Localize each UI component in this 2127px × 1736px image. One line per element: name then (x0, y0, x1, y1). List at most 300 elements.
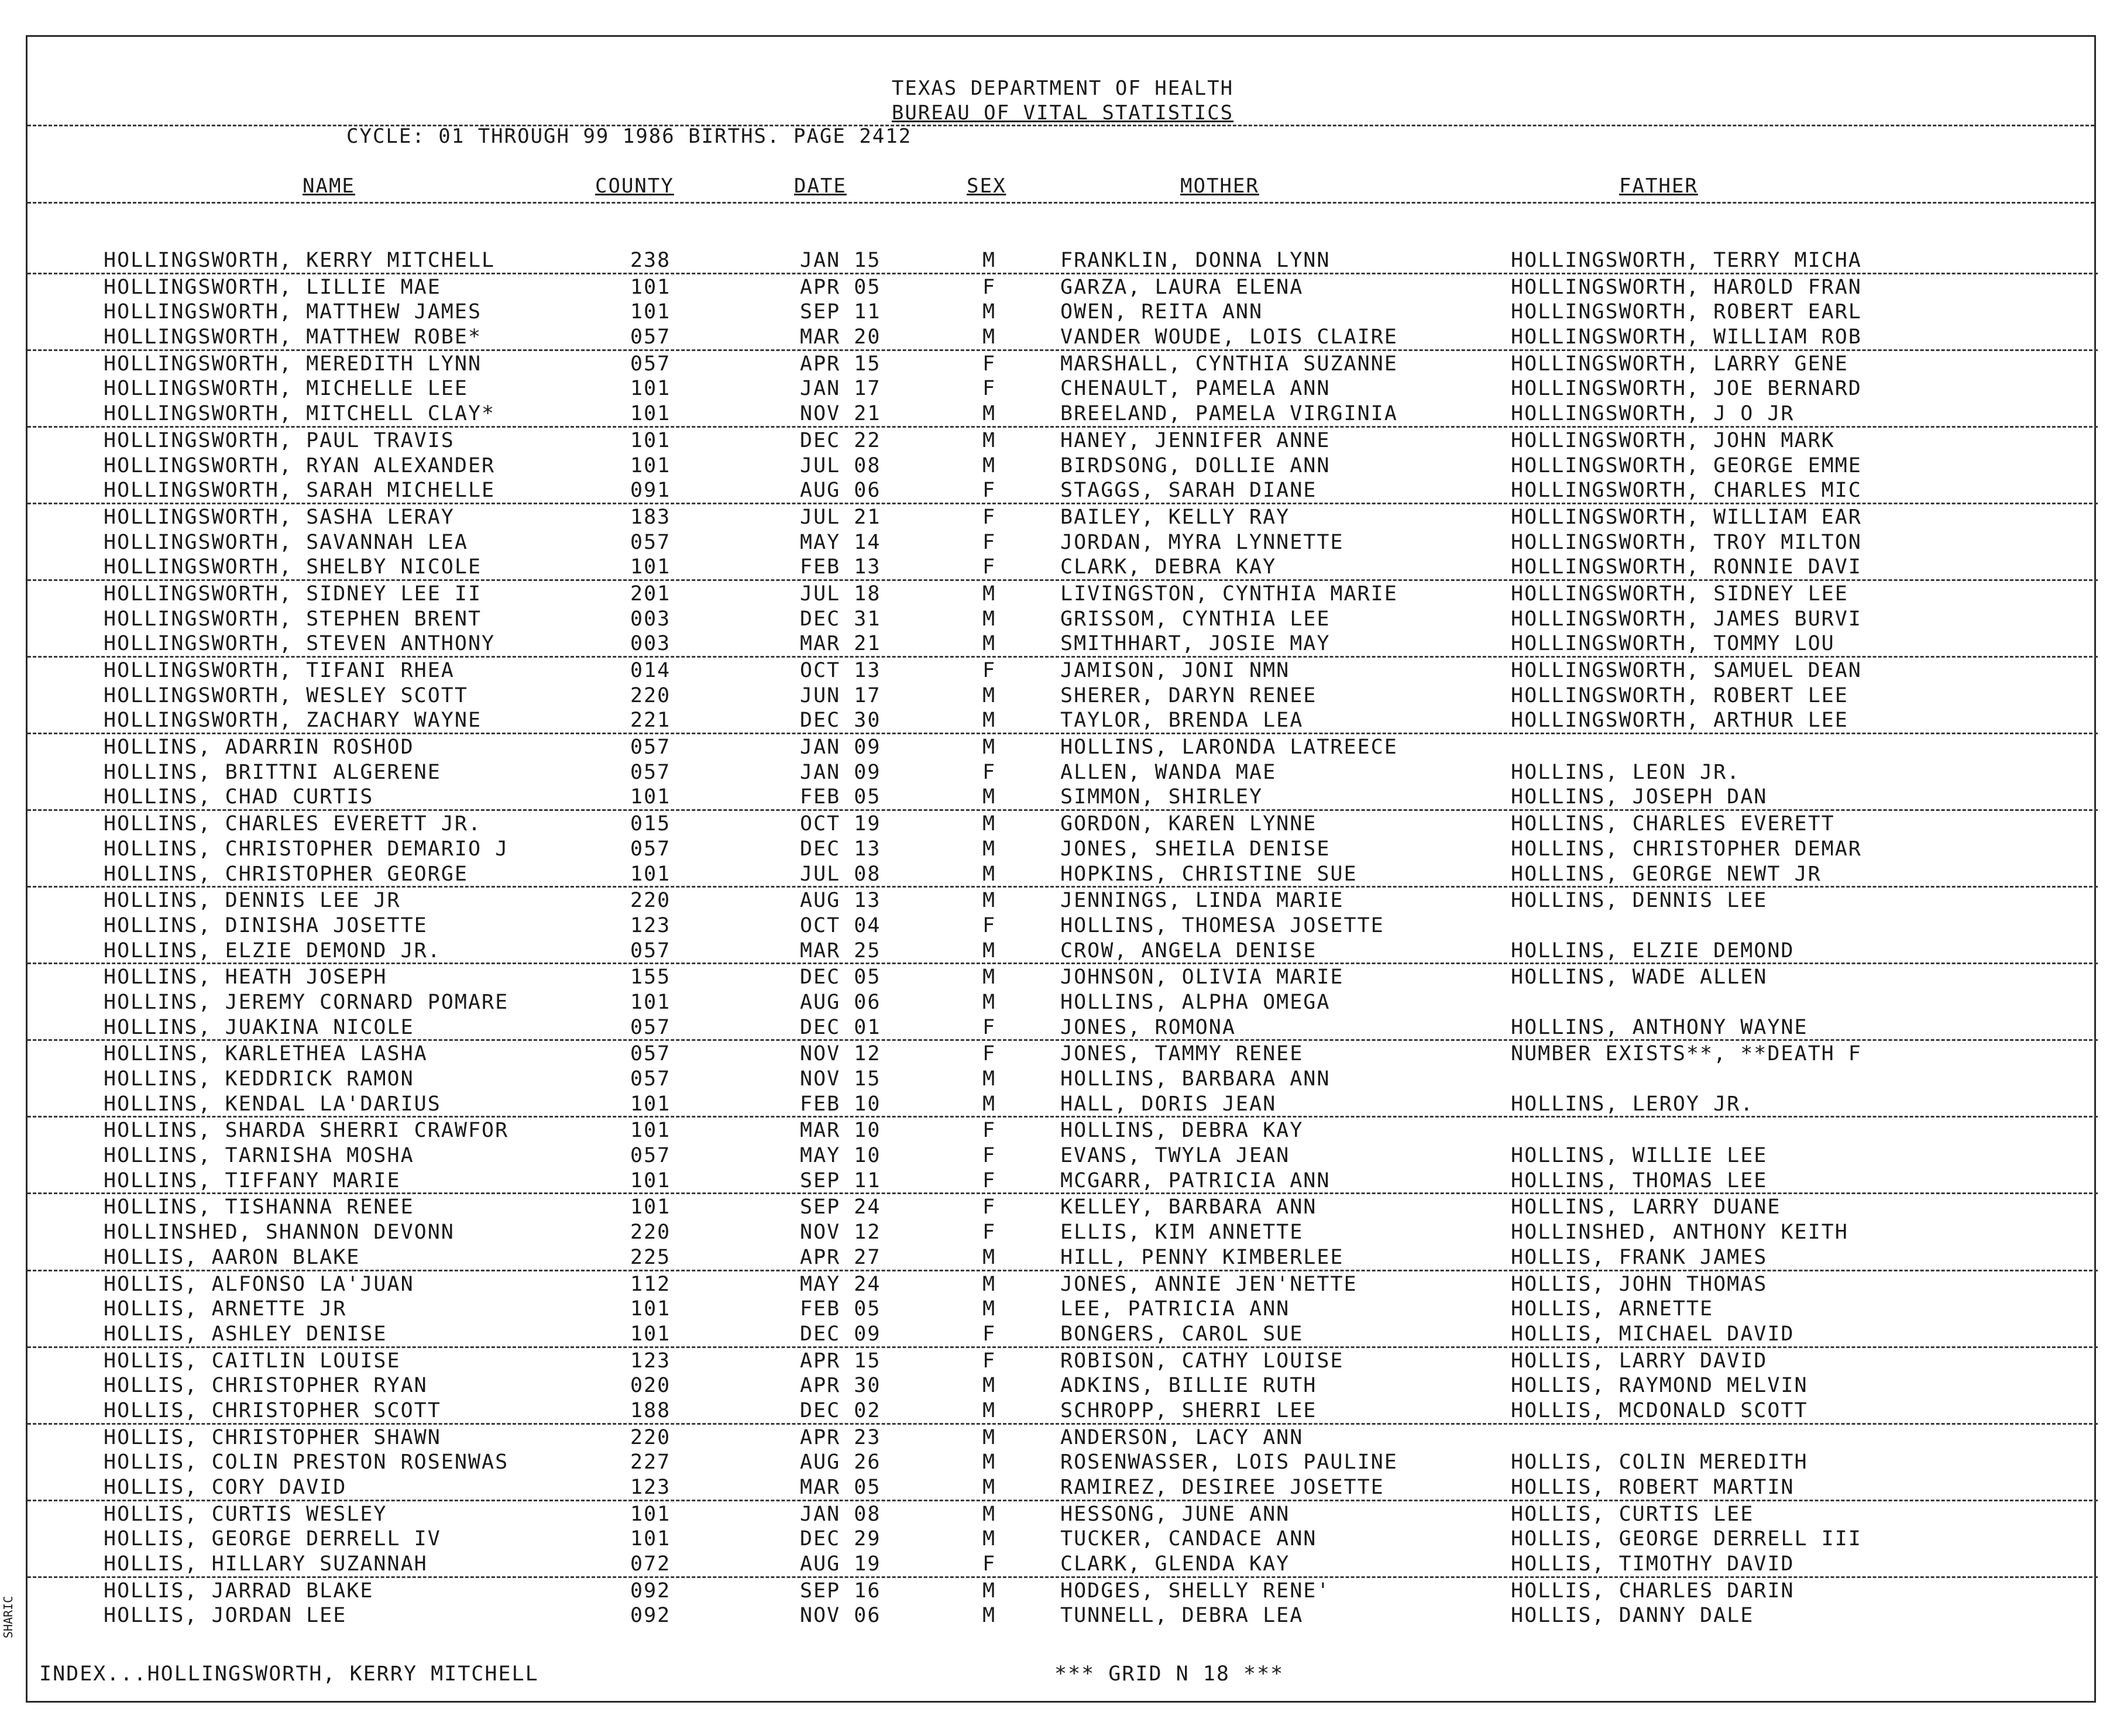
record-date: DEC 01 (800, 1015, 881, 1039)
record-county: 057 (630, 760, 671, 784)
record-mother: HODGES, SHELLY RENE' (1060, 1579, 1331, 1603)
table-row (28, 811, 2098, 836)
table-row (28, 759, 2098, 785)
record-date: MAR 20 (800, 325, 881, 349)
record-date: JUL 08 (800, 862, 881, 886)
record-father: HOLLINGSWORTH, SAMUEL DEAN (1511, 659, 1862, 682)
table-row (28, 1373, 2098, 1398)
record-name: HOLLINS, JEREMY CORNARD POMARE (104, 990, 509, 1014)
record-date: APR 27 (800, 1245, 881, 1269)
record-father: HOLLINGSWORTH, J O JR (1511, 402, 1795, 426)
record-date: DEC 30 (800, 709, 881, 733)
record-date: MAR 05 (800, 1476, 881, 1499)
record-mother: MCGARR, PATRICIA ANN (1060, 1168, 1331, 1192)
record-sex: M (982, 402, 997, 426)
record-mother: SHERER, DARYN RENEE (1060, 683, 1317, 707)
record-date: AUG 19 (800, 1552, 881, 1576)
record-father: HOLLINGSWORTH, WILLIAM ROB (1511, 325, 1862, 349)
record-father: HOLLIS, MICHAEL DAVID (1511, 1322, 1795, 1346)
record-county: 227 (630, 1450, 671, 1474)
record-county: 225 (630, 1245, 671, 1269)
record-sex: M (982, 889, 997, 913)
record-sex: F (982, 275, 997, 299)
record-mother: TAYLOR, BRENDA LEA (1060, 709, 1304, 733)
record-sex: M (982, 1425, 997, 1449)
record-date: OCT 13 (800, 659, 881, 682)
record-mother: RAMIREZ, DESIREE JOSETTE (1060, 1476, 1384, 1499)
record-father: HOLLINGSWORTH, TOMMY LOU (1511, 632, 1835, 656)
record-sex: M (982, 1297, 997, 1321)
record-mother: CLARK, DEBRA KAY (1060, 555, 1277, 579)
table-row (28, 1425, 2098, 1450)
record-date: DEC 22 (800, 428, 881, 452)
record-county: 101 (630, 990, 671, 1014)
record-name: HOLLINGSWORTH, SASHA LERAY (104, 505, 455, 529)
table-row (28, 1219, 2098, 1245)
record-name: HOLLINS, CHARLES EVERETT JR. (104, 812, 482, 836)
record-name: HOLLIS, JARRAD BLAKE (104, 1579, 374, 1603)
record-father: HOLLINGSWORTH, ROBERT EARL (1511, 300, 1862, 324)
record-father: HOLLINS, WILLIE LEE (1511, 1144, 1768, 1168)
record-county: 020 (630, 1374, 671, 1398)
record-date: NOV 21 (800, 402, 881, 426)
record-county: 220 (630, 889, 671, 913)
record-name: HOLLINS, TISHANNA RENEE (104, 1195, 414, 1219)
table-row (28, 1245, 2098, 1271)
record-date: AUG 26 (800, 1450, 881, 1474)
record-date: MAR 10 (800, 1119, 881, 1143)
record-sex: F (982, 659, 997, 682)
record-date: DEC 31 (800, 607, 881, 631)
record-sex: F (982, 479, 997, 503)
table-row (28, 1066, 2098, 1091)
record-sex: F (982, 760, 997, 784)
table-row (28, 1296, 2098, 1321)
table-row (28, 581, 2098, 606)
table-row (28, 784, 2098, 811)
record-name: HOLLINS, DENNIS LEE JR (104, 889, 401, 913)
record-name: HOLLINS, JUAKINA NICOLE (104, 1015, 414, 1039)
record-name: HOLLIS, CURTIS WESLEY (104, 1502, 387, 1526)
record-sex: F (982, 1221, 997, 1245)
index-footer: INDEX...HOLLINGSWORTH, KERRY MITCHELL (39, 1662, 539, 1686)
record-name: HOLLINGSWORTH, MATTHEW ROBE* (104, 325, 482, 349)
record-county: 112 (630, 1272, 671, 1296)
record-mother: JENNINGS, LINDA MARIE (1060, 889, 1344, 913)
record-date: DEC 05 (800, 965, 881, 989)
record-sex: M (982, 1502, 997, 1526)
record-date: SEP 16 (800, 1579, 881, 1603)
record-father: HOLLINGSWORTH, RONNIE DAVI (1511, 555, 1862, 579)
record-date: JUL 21 (800, 505, 881, 529)
record-name: HOLLINS, DINISHA JOSETTE (104, 913, 428, 937)
record-date: AUG 06 (800, 479, 881, 503)
record-county: 123 (630, 1349, 671, 1373)
column-header-county: COUNTY (595, 174, 674, 198)
record-name: HOLLIS, CAITLIN LOUISE (104, 1349, 401, 1373)
record-mother: HANEY, JENNIFER ANNE (1060, 428, 1331, 452)
record-father: HOLLINS, DENNIS LEE (1511, 889, 1768, 913)
table-row (28, 376, 2098, 401)
record-name: HOLLINGSWORTH, WESLEY SCOTT (104, 683, 468, 707)
record-father: HOLLIS, RAYMOND MELVIN (1511, 1374, 1808, 1398)
record-father: HOLLINS, JOSEPH DAN (1511, 785, 1768, 809)
table-row (28, 477, 2098, 504)
record-county: 014 (630, 659, 671, 682)
record-father: HOLLINGSWORTH, GEORGE EMME (1511, 453, 1862, 477)
table-row (28, 1271, 2098, 1297)
record-date: OCT 04 (800, 913, 881, 937)
record-sex: F (982, 1552, 997, 1576)
record-mother: ADKINS, BILLIE RUTH (1060, 1374, 1317, 1398)
record-name: HOLLINS, KARLETHEA LASHA (104, 1042, 428, 1066)
record-name: HOLLINGSWORTH, SAVANNAH LEA (104, 530, 468, 554)
record-name: HOLLIS, CHRISTOPHER SHAWN (104, 1425, 441, 1449)
record-date: FEB 13 (800, 555, 881, 579)
record-name: HOLLIS, ALFONSO LA'JUAN (104, 1272, 414, 1296)
record-county: 101 (630, 1168, 671, 1192)
record-date: DEC 09 (800, 1322, 881, 1346)
record-county: 101 (630, 377, 671, 401)
record-father: HOLLIS, CHARLES DARIN (1511, 1579, 1795, 1603)
table-row (28, 1526, 2098, 1551)
record-county: 101 (630, 300, 671, 324)
record-father: HOLLINGSWORTH, ROBERT LEE (1511, 683, 1848, 707)
record-county: 057 (630, 1067, 671, 1091)
record-mother: ALLEN, WANDA MAE (1060, 760, 1277, 784)
record-sex: M (982, 249, 997, 272)
record-name: HOLLINGSWORTH, LILLIE MAE (104, 275, 441, 299)
record-county: 057 (630, 530, 671, 554)
table-row (28, 1143, 2098, 1168)
record-date: MAY 24 (800, 1272, 881, 1296)
record-father: HOLLIS, TIMOTHY DAVID (1511, 1552, 1795, 1576)
record-date: JAN 08 (800, 1502, 881, 1526)
record-county: 101 (630, 1195, 671, 1219)
record-sex: M (982, 862, 997, 886)
record-date: NOV 06 (800, 1604, 881, 1628)
table-row (28, 989, 2098, 1015)
side-label: SHARIC (1, 1596, 15, 1638)
record-name: HOLLINS, ELZIE DEMOND JR. (104, 939, 441, 962)
record-sex: M (982, 1092, 997, 1116)
record-sex: F (982, 555, 997, 579)
record-father: HOLLIS, ARNETTE (1511, 1297, 1714, 1321)
table-row (28, 658, 2098, 683)
record-father: HOLLINGSWORTH, JAMES BURVI (1511, 607, 1862, 631)
record-name: HOLLINGSWORTH, STEPHEN BRENT (104, 607, 482, 631)
table-row (28, 351, 2098, 376)
record-father: HOLLINGSWORTH, TERRY MICHA (1511, 249, 1862, 272)
table-row (28, 913, 2098, 938)
record-county: 220 (630, 1425, 671, 1449)
record-county: 101 (630, 555, 671, 579)
record-sex: F (982, 1168, 997, 1192)
record-county: 072 (630, 1552, 671, 1576)
record-county: 101 (630, 428, 671, 452)
record-mother: LEE, PATRICIA ANN (1060, 1297, 1290, 1321)
record-mother: HESSONG, JUNE ANN (1060, 1502, 1290, 1526)
record-mother: SIMMON, SHIRLEY (1060, 785, 1263, 809)
record-county: 220 (630, 1221, 671, 1245)
record-sex: F (982, 1119, 997, 1143)
record-mother: GRISSOM, CYNTHIA LEE (1060, 607, 1331, 631)
record-name: HOLLIS, ASHLEY DENISE (104, 1322, 387, 1346)
table-row (28, 1194, 2098, 1219)
record-mother: JONES, ROMONA (1060, 1015, 1236, 1039)
record-father: HOLLINS, LEROY JR. (1511, 1092, 1754, 1116)
table-row (28, 1168, 2098, 1195)
record-name: HOLLINGSWORTH, ZACHARY WAYNE (104, 709, 482, 733)
record-sex: M (982, 785, 997, 809)
record-date: OCT 19 (800, 812, 881, 836)
record-date: JAN 15 (800, 249, 881, 272)
record-date: DEC 13 (800, 837, 881, 861)
record-mother: ROSENWASSER, LOIS PAULINE (1060, 1450, 1398, 1474)
record-father: NUMBER EXISTS**, **DEATH F (1511, 1042, 1862, 1066)
record-sex: M (982, 735, 997, 759)
record-county: 101 (630, 453, 671, 477)
record-county: 057 (630, 837, 671, 861)
column-header-father: FATHER (1619, 174, 1698, 198)
record-mother: MARSHALL, CYNTHIA SUZANNE (1060, 352, 1398, 376)
record-county: 101 (630, 862, 671, 886)
record-sex: F (982, 1042, 997, 1066)
document-frame (26, 35, 2096, 1703)
record-name: HOLLINS, TARNISHA MOSHA (104, 1144, 414, 1168)
table-row (28, 1603, 2098, 1628)
record-mother: BONGERS, CAROL SUE (1060, 1322, 1304, 1346)
record-mother: HALL, DORIS JEAN (1060, 1092, 1277, 1116)
record-name: HOLLINS, ADARRIN ROSHOD (104, 735, 414, 759)
record-father: HOLLINGSWORTH, LARRY GENE (1511, 352, 1848, 376)
record-sex: M (982, 1272, 997, 1296)
record-name: HOLLINGSWORTH, PAUL TRAVIS (104, 428, 455, 452)
record-father: HOLLINGSWORTH, JOE BERNARD (1511, 377, 1862, 401)
record-name: HOLLINGSWORTH, MITCHELL CLAY* (104, 402, 496, 426)
table-row (28, 247, 2098, 274)
record-county: 092 (630, 1604, 671, 1628)
record-county: 101 (630, 1322, 671, 1346)
record-county: 155 (630, 965, 671, 989)
table-row (28, 734, 2098, 759)
record-date: MAR 25 (800, 939, 881, 962)
table-row (28, 631, 2098, 658)
record-mother: GARZA, LAURA ELENA (1060, 275, 1304, 299)
record-county: 220 (630, 683, 671, 707)
record-date: NOV 12 (800, 1042, 881, 1066)
table-row (28, 1091, 2098, 1118)
record-name: HOLLINGSWORTH, SIDNEY LEE II (104, 582, 482, 606)
record-sex: F (982, 377, 997, 401)
record-mother: ANDERSON, LACY ANN (1060, 1425, 1304, 1449)
record-sex: M (982, 709, 997, 733)
column-header-date: DATE (794, 174, 847, 198)
record-mother: ELLIS, KIM ANNETTE (1060, 1221, 1304, 1245)
record-father: HOLLINS, LARRY DUANE (1511, 1195, 1781, 1219)
record-mother: HOLLINS, BARBARA ANN (1060, 1067, 1331, 1091)
table-row (28, 1321, 2098, 1348)
record-date: FEB 05 (800, 1297, 881, 1321)
record-father: HOLLINGSWORTH, ARTHUR LEE (1511, 709, 1848, 733)
record-father: HOLLINGSWORTH, JOHN MARK (1511, 428, 1835, 452)
record-name: HOLLINS, CHRISTOPHER DEMARIO J (104, 837, 509, 861)
record-sex: M (982, 1579, 997, 1603)
record-sex: M (982, 632, 997, 656)
record-date: FEB 05 (800, 785, 881, 809)
record-county: 057 (630, 1144, 671, 1168)
record-date: APR 05 (800, 275, 881, 299)
record-county: 015 (630, 812, 671, 836)
record-father: HOLLINGSWORTH, WILLIAM EAR (1511, 505, 1862, 529)
record-county: 101 (630, 1119, 671, 1143)
record-date: JUL 08 (800, 453, 881, 477)
record-date: JUN 17 (800, 683, 881, 707)
table-row (28, 1015, 2098, 1041)
record-mother: HOLLINS, LARONDA LATREECE (1060, 735, 1398, 759)
record-sex: M (982, 1398, 997, 1422)
record-name: HOLLINGSWORTH, RYAN ALEXANDER (104, 453, 496, 477)
record-county: 238 (630, 249, 671, 272)
table-row (28, 1578, 2098, 1603)
record-mother: TUNNELL, DEBRA LEA (1060, 1604, 1304, 1628)
table-row (28, 428, 2098, 453)
record-name: HOLLINS, CHRISTOPHER GEORGE (104, 862, 468, 886)
record-sex: M (982, 1374, 997, 1398)
record-mother: JORDAN, MYRA LYNNETTE (1060, 530, 1344, 554)
table-row (28, 530, 2098, 555)
record-mother: OWEN, REITA ANN (1060, 300, 1263, 324)
record-sex: M (982, 939, 997, 962)
record-date: SEP 24 (800, 1195, 881, 1219)
record-father: HOLLINS, WADE ALLEN (1511, 965, 1768, 989)
record-mother: JOHNSON, OLIVIA MARIE (1060, 965, 1344, 989)
record-sex: M (982, 837, 997, 861)
record-county: 101 (630, 785, 671, 809)
record-sex: M (982, 812, 997, 836)
record-mother: BIRDSONG, DOLLIE ANN (1060, 453, 1331, 477)
record-sex: M (982, 300, 997, 324)
record-county: 057 (630, 735, 671, 759)
column-header-mother: MOTHER (1180, 174, 1259, 198)
record-name: HOLLINGSWORTH, SARAH MICHELLE (104, 479, 496, 503)
table-row (28, 1449, 2098, 1474)
record-county: 201 (630, 582, 671, 606)
record-date: NOV 12 (800, 1221, 881, 1245)
record-county: 101 (630, 1527, 671, 1551)
record-sex: M (982, 453, 997, 477)
record-mother: HILL, PENNY KIMBERLEE (1060, 1245, 1344, 1269)
record-mother: EVANS, TWYLA JEAN (1060, 1144, 1290, 1168)
record-mother: HOPKINS, CHRISTINE SUE (1060, 862, 1358, 886)
record-mother: JONES, TAMMY RENEE (1060, 1042, 1304, 1066)
record-name: HOLLIS, ARNETTE JR (104, 1297, 347, 1321)
record-county: 057 (630, 1042, 671, 1066)
record-name: HOLLIS, CHRISTOPHER RYAN (104, 1374, 428, 1398)
record-father: HOLLINS, THOMAS LEE (1511, 1168, 1768, 1192)
record-date: JUL 18 (800, 582, 881, 606)
record-sex: F (982, 913, 997, 937)
record-father: HOLLIS, CURTIS LEE (1511, 1502, 1754, 1526)
table-row (28, 1501, 2098, 1527)
record-date: JAN 17 (800, 377, 881, 401)
record-sex: F (982, 352, 997, 376)
record-mother: JONES, SHEILA DENISE (1060, 837, 1331, 861)
record-county: 057 (630, 352, 671, 376)
record-name: HOLLIS, CHRISTOPHER SCOTT (104, 1398, 441, 1422)
header-divider (28, 125, 2094, 126)
table-row (28, 683, 2098, 708)
record-sex: M (982, 607, 997, 631)
table-row (28, 964, 2098, 989)
record-mother: SMITHHART, JOSIE MAY (1060, 632, 1331, 656)
record-mother: BAILEY, KELLY RAY (1060, 505, 1290, 529)
record-date: APR 15 (800, 1349, 881, 1373)
record-county: 221 (630, 709, 671, 733)
record-date: APR 23 (800, 1425, 881, 1449)
record-county: 092 (630, 1579, 671, 1603)
record-county: 003 (630, 632, 671, 656)
record-date: JAN 09 (800, 760, 881, 784)
table-row (28, 1041, 2098, 1066)
record-county: 003 (630, 607, 671, 631)
record-mother: CLARK, GLENDA KAY (1060, 1552, 1290, 1576)
record-sex: M (982, 428, 997, 452)
table-row (28, 606, 2098, 631)
record-name: HOLLINS, SHARDA SHERRI CRAWFOR (104, 1119, 509, 1143)
record-sex: F (982, 530, 997, 554)
record-father: HOLLIS, JOHN THOMAS (1511, 1272, 1768, 1296)
table-row (28, 836, 2098, 861)
record-county: 091 (630, 479, 671, 503)
record-sex: F (982, 1195, 997, 1219)
record-father: HOLLIS, LARRY DAVID (1511, 1349, 1768, 1373)
record-date: FEB 10 (800, 1092, 881, 1116)
record-mother: LIVINGSTON, CYNTHIA MARIE (1060, 582, 1398, 606)
record-father: HOLLIS, FRANK JAMES (1511, 1245, 1768, 1269)
record-name: HOLLINS, KEDDRICK RAMON (104, 1067, 414, 1091)
record-mother: CHENAULT, PAMELA ANN (1060, 377, 1331, 401)
record-date: SEP 11 (800, 300, 881, 324)
record-date: NOV 15 (800, 1067, 881, 1091)
record-name: HOLLIS, AARON BLAKE (104, 1245, 360, 1269)
record-mother: BREELAND, PAMELA VIRGINIA (1060, 402, 1398, 426)
record-father: HOLLINGSWORTH, SIDNEY LEE (1511, 582, 1848, 606)
record-county: 188 (630, 1398, 671, 1422)
record-name: HOLLINSHED, SHANNON DEVONN (104, 1221, 455, 1245)
record-sex: M (982, 1527, 997, 1551)
record-name: HOLLIS, COLIN PRESTON ROSENWAS (104, 1450, 509, 1474)
record-mother: HOLLINS, THOMESA JOSETTE (1060, 913, 1384, 937)
record-father: HOLLINS, LEON JR. (1511, 760, 1741, 784)
record-name: HOLLINS, TIFFANY MARIE (104, 1168, 401, 1192)
record-sex: M (982, 582, 997, 606)
record-name: HOLLINS, CHAD CURTIS (104, 785, 374, 809)
record-father: HOLLIS, GEORGE DERRELL III (1511, 1527, 1862, 1551)
record-father: HOLLINS, CHRISTOPHER DEMAR (1511, 837, 1862, 861)
column-header-sex: SEX (967, 174, 1006, 198)
record-mother: HOLLINS, DEBRA KAY (1060, 1119, 1304, 1143)
record-father: HOLLINS, CHARLES EVERETT (1511, 812, 1835, 836)
record-father: HOLLINGSWORTH, HAROLD FRAN (1511, 275, 1862, 299)
record-father: HOLLIS, COLIN MEREDITH (1511, 1450, 1808, 1474)
record-sex: M (982, 1067, 997, 1091)
record-mother: TUCKER, CANDACE ANN (1060, 1527, 1317, 1551)
record-mother: ROBISON, CATHY LOUISE (1060, 1349, 1344, 1373)
record-father: HOLLINS, ANTHONY WAYNE (1511, 1015, 1808, 1039)
record-father: HOLLINS, GEORGE NEWT JR (1511, 862, 1822, 886)
record-name: HOLLINGSWORTH, KERRY MITCHELL (104, 249, 496, 272)
